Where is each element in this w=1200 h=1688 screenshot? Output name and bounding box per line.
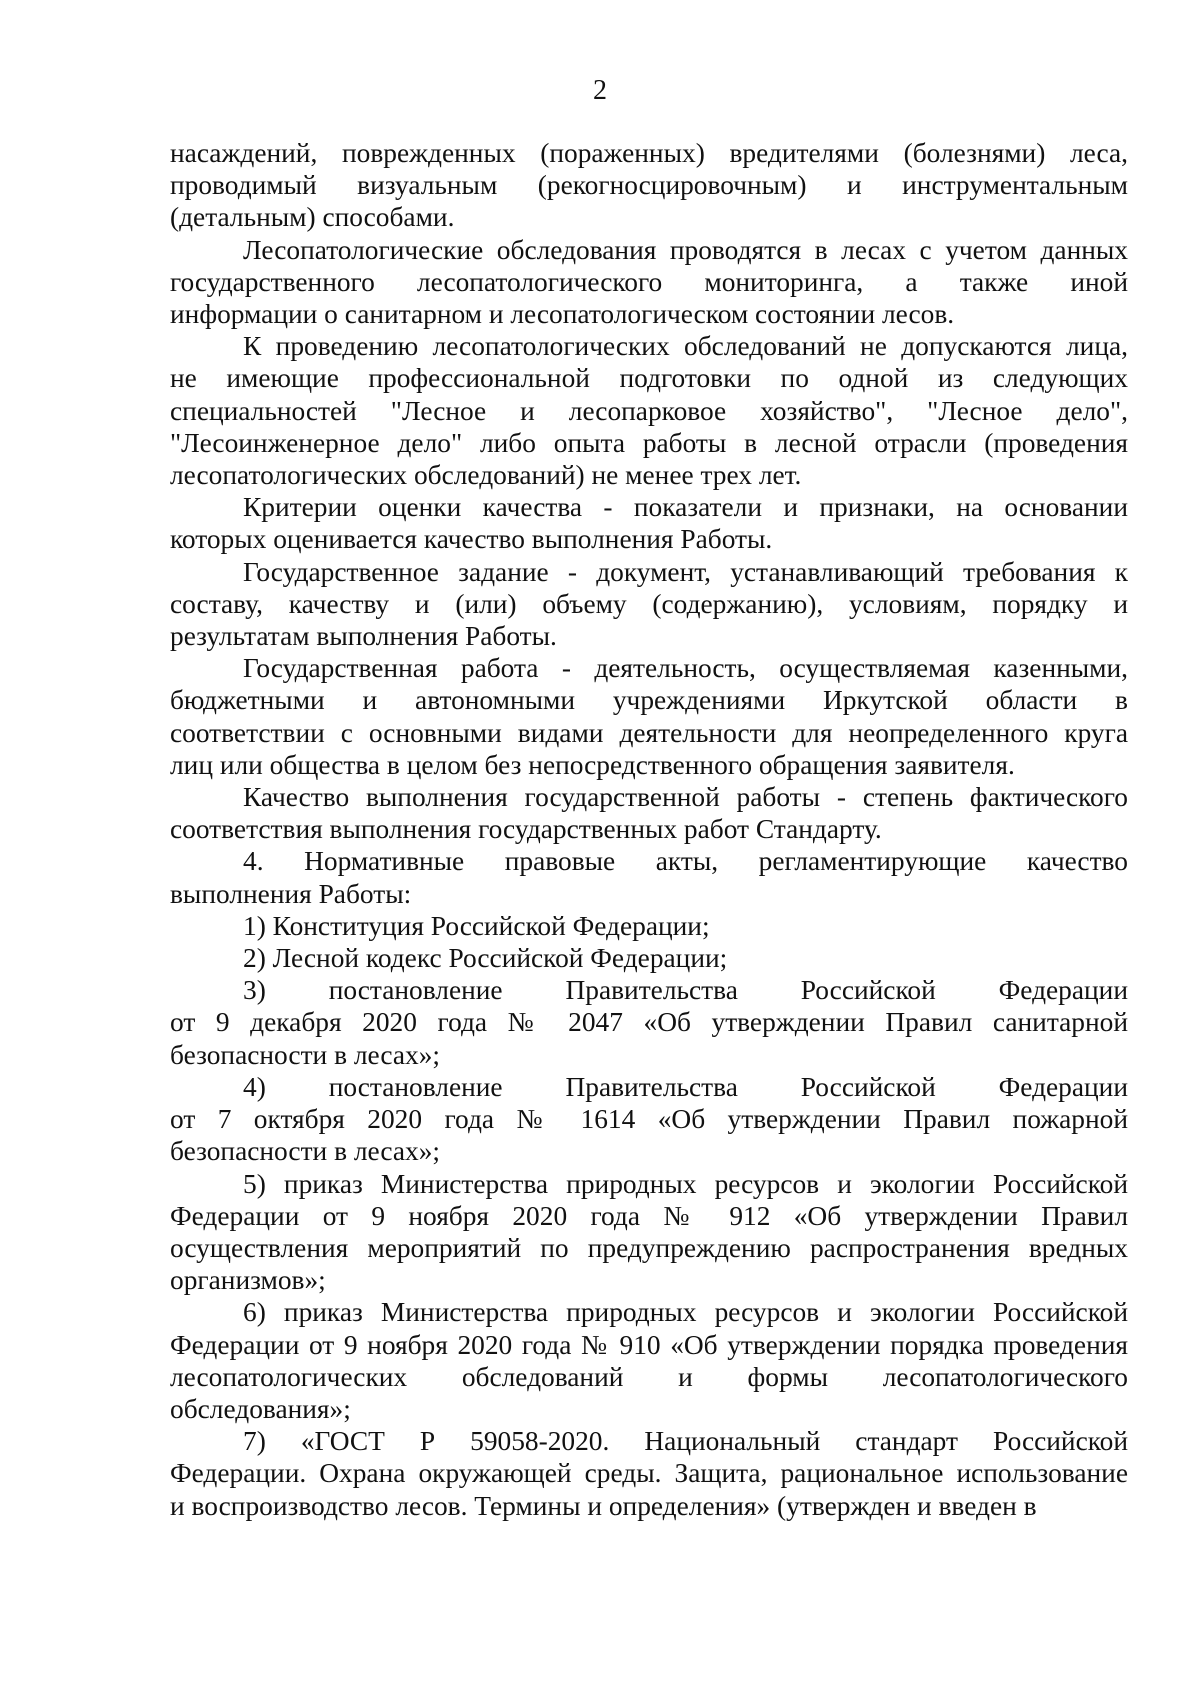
text-line: государственного лесопатологического мониторинга, а также иной (170, 266, 1128, 297)
text-line: 7) «ГОСТ Р 59058-2020. Национальный стандарт Российской (243, 1426, 1128, 1457)
text-line: осуществления мероприятий по предупреждению распространения вредных (170, 1232, 1128, 1263)
text-line: 5) приказ Министерства природных ресурсов и экологии Российской (243, 1168, 1128, 1199)
text-line: Лесопатологические обследования проводятся в лесах с учетом данных (243, 234, 1128, 265)
text-line: 1) Конституция Российской Федерации; (243, 910, 710, 941)
text-line: лесопатологических обследований и формы лесопатологического (170, 1361, 1128, 1392)
text-line: специальностей "Лесное и лесопарковое хозяйство", "Лесное дело", (170, 395, 1128, 426)
text-line: 4) постановление Правительства Российской Федерации (243, 1071, 1128, 1102)
document-body (170, 137, 1128, 1522)
text-line: Критерии оценки качества - показатели и признаки, на основании (243, 492, 1128, 523)
paragraph (170, 1296, 1128, 1425)
paragraph (170, 974, 1128, 1071)
text-line: информации о санитарном и лесопатологическом состоянии лесов. (170, 299, 955, 330)
paragraph (170, 330, 1128, 491)
paragraph (170, 942, 1128, 974)
text-line: безопасности в лесах»; (170, 1136, 441, 1167)
text-line: соответствия выполнения государственных работ Стандарту. (170, 814, 882, 845)
text-line: лиц или общества в целом без непосредственного обращения заявителя. (170, 749, 1015, 780)
text-line: насаждений, поврежденных (пораженных) вредителями (болезнями) леса, (170, 138, 1128, 168)
text-line: Государственная работа - деятельность, осуществляемая казенными, (243, 653, 1128, 684)
text-line: Федерации. Охрана окружающей среды. Защита, рациональное использование (170, 1458, 1128, 1489)
text-line: 2) Лесной кодекс Российской Федерации; (243, 943, 728, 974)
paragraph (170, 234, 1128, 331)
paragraph (170, 1071, 1128, 1168)
text-line: организмов»; (170, 1265, 326, 1296)
text-line: проводимый визуальным (рекогносцировочным) и инструментальным (170, 170, 1128, 201)
text-line: от 7 октября 2020 года № 1614 «Об утверждении Правил пожарной (170, 1104, 1128, 1135)
text-line: бюджетными и автономными учреждениями Иркутской области в (170, 685, 1128, 716)
paragraph (170, 652, 1128, 781)
text-line: безопасности в лесах»; (170, 1039, 441, 1070)
text-line: (детальным) способами. (170, 202, 455, 233)
paragraph (170, 845, 1128, 909)
text-line: 6) приказ Министерства природных ресурсов и экологии Российской (243, 1297, 1128, 1328)
text-line: 4. Нормативные правовые акты, регламентирующие качество (243, 846, 1128, 877)
paragraph (170, 1425, 1128, 1522)
text-line: не имеющие профессиональной подготовки по одной из следующих (170, 363, 1128, 394)
text-line: Государственное задание - документ, устанавливающий требования к (243, 556, 1128, 587)
paragraph (170, 910, 1128, 942)
paragraph (170, 137, 1128, 234)
paragraph (170, 1168, 1128, 1297)
text-line: от 9 декабря 2020 года № 2047 «Об утверждении Правил санитарной (170, 1007, 1128, 1038)
text-line: и воспроизводство лесов. Термины и определения» (утвержден и введен в (170, 1490, 1037, 1521)
text-line: Качество выполнения государственной работы - степень фактического (243, 782, 1128, 813)
paragraph (170, 491, 1128, 555)
paragraph (170, 781, 1128, 845)
text-line: лесопатологических обследований) не менее трех лет. (170, 460, 802, 491)
text-line: результатам выполнения Работы. (170, 621, 557, 652)
text-line: обследования»; (170, 1393, 351, 1424)
text-line: К проведению лесопатологических обследований не допускаются лица, (243, 331, 1128, 362)
paragraph (170, 556, 1128, 653)
text-line: 3) постановление Правительства Российской Федерации (243, 975, 1128, 1006)
text-line: "Лесоинженерное дело" либо опыта работы в лесной отрасли (проведения (170, 427, 1128, 458)
text-line: которых оценивается качество выполнения Работы. (170, 524, 773, 555)
text-line: Федерации от 9 ноября 2020 года № 910 «Об утверждении порядка проведения (170, 1329, 1128, 1360)
page-number: 2 (593, 75, 607, 106)
text-line: составу, качеству и (или) объему (содержанию), условиям, порядку и (170, 588, 1128, 619)
text-line: выполнения Работы: (170, 878, 412, 909)
text-line: соответствии с основными видами деятельности для неопределенного круга (170, 717, 1128, 748)
text-line: Федерации от 9 ноября 2020 года № 912 «Об утверждении Правил (170, 1200, 1128, 1231)
